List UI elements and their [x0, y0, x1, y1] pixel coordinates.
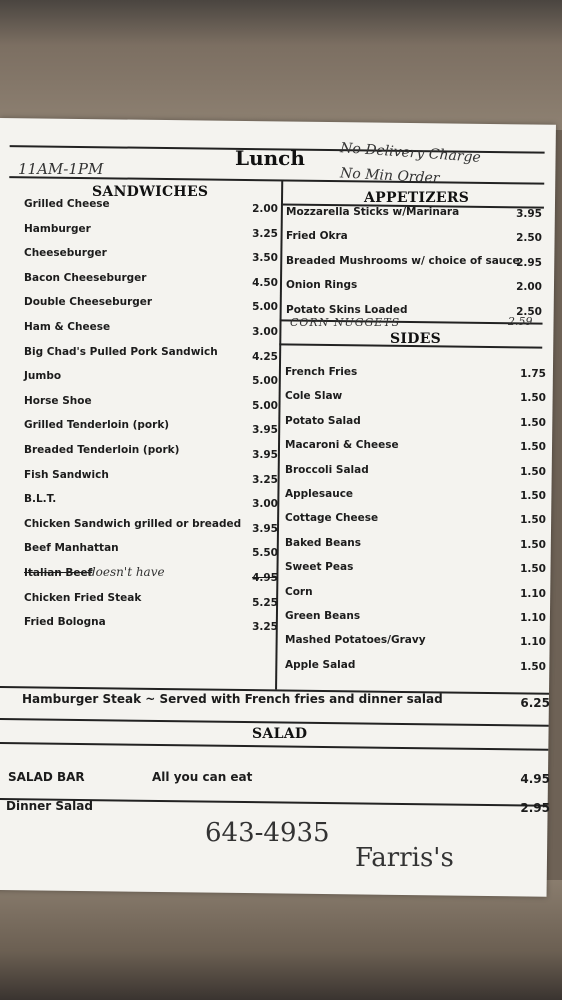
appetizers-item-name: Onion Rings	[286, 279, 358, 292]
table-surface-top	[0, 0, 562, 130]
special-item-price: 6.25	[520, 696, 550, 710]
sides-item-name: Applesauce	[285, 488, 354, 500]
salad-bar-name: SALAD BAR	[8, 770, 85, 784]
sandwiches-item-name: Grilled Tenderloin (pork)	[24, 419, 170, 432]
no-delivery-note: No Delivery Charge	[339, 140, 482, 166]
sandwiches-item-price: 3.95	[252, 449, 278, 461]
table-surface-bottom	[0, 880, 562, 1000]
appetizers-item-name: Fried Okra	[286, 230, 348, 243]
sandwiches-item-name: Bacon Cheeseburger	[24, 271, 147, 284]
sandwiches-item-price: 3.00	[252, 498, 278, 511]
sandwiches-item-price: 3.25	[252, 473, 278, 486]
hours-handwritten: 11AM-1PM	[18, 160, 104, 178]
sandwiches-item-handwritten-note: doesn't have	[88, 565, 165, 579]
appetizers-item-handwritten-note: CORN NUGGETS	[290, 315, 401, 329]
sandwiches-item-name: B.L.T.	[24, 493, 57, 506]
sides-heading: SIDES	[390, 331, 442, 347]
appetizers-item-name: Potato Skins Loaded	[286, 303, 408, 316]
sides-item-price: 1.50	[520, 660, 546, 673]
sides-item-price: 1.50	[520, 465, 546, 478]
sandwiches-item-name: Fried Bologna	[24, 616, 106, 629]
special-item-name: Hamburger Steak ~ Served with French fries and dinner salad	[22, 692, 443, 706]
sides-item-name: French Fries	[285, 366, 358, 378]
sandwiches-item-price: 4.25	[252, 350, 278, 363]
sandwiches-item-name: Ham & Cheese	[24, 321, 111, 333]
salad-bar-price: 4.95	[520, 772, 550, 786]
sandwiches-item-price: 3.95	[252, 522, 278, 535]
sandwiches-item-name: Big Chad's Pulled Pork Sandwich	[24, 345, 218, 358]
sandwiches-item-name: Chicken Sandwich grilled or breaded	[24, 517, 242, 530]
appetizers-item-price: 3.95	[516, 208, 542, 220]
sandwiches-item-name: Fish Sandwich	[24, 468, 109, 481]
sandwiches-item-price: 5.50	[252, 547, 278, 560]
sandwiches-item-name: Grilled Cheese	[24, 198, 110, 210]
dinner-salad-name: Dinner Salad	[6, 799, 93, 813]
sandwiches-item-price: 2.00	[252, 203, 278, 215]
sandwiches-item-price: 3.25	[252, 621, 278, 634]
sides-item-price: 1.50	[520, 514, 546, 527]
sandwiches-item-name: Italian Beef	[24, 567, 93, 579]
salad-heading: SALAD	[252, 726, 308, 742]
sandwiches-item-price: 5.00	[252, 375, 278, 388]
sides-item-price: 1.75	[520, 368, 546, 380]
appetizers-item-name: Breaded Mushrooms w/ choice of sauce	[286, 254, 520, 267]
sides-item-name: Baked Beans	[285, 536, 362, 549]
sides-item-name: Broccoli Salad	[285, 463, 369, 476]
sides-item-price: 1.10	[520, 587, 546, 600]
appetizers-heading: APPETIZERS	[364, 190, 470, 206]
sandwiches-item-price: 5.25	[252, 596, 278, 609]
sides-item-price: 1.50	[520, 416, 546, 429]
sandwiches-item-name: Chicken Fried Steak	[24, 591, 142, 604]
sandwiches-item-price: 3.00	[252, 326, 278, 338]
sandwiches-item-price: 5.00	[252, 399, 278, 412]
sandwiches-item-name: Horse Shoe	[24, 394, 92, 407]
sides-item-name: Corn	[285, 585, 313, 598]
appetizers-item-price: 2.95	[516, 256, 542, 269]
sandwiches-item-name: Hamburger	[24, 222, 91, 235]
salad-bar-desc: All you can eat	[152, 770, 253, 784]
sides-item-price: 1.50	[520, 441, 546, 454]
sides-item-name: Cottage Cheese	[285, 512, 379, 525]
sides-item-name: Macaroni & Cheese	[285, 439, 399, 452]
appetizers-item-name: Mozzarella Sticks w/Marinara	[286, 206, 460, 218]
menu-title: Lunch	[235, 146, 305, 170]
sides-item-name: Green Beans	[285, 610, 361, 622]
sides-item-name: Apple Salad	[285, 658, 356, 671]
appetizers-item-price: 2.00	[516, 281, 542, 294]
sandwiches-heading: SANDWICHES	[92, 184, 209, 200]
sandwiches-item-name: Beef Manhattan	[24, 542, 119, 555]
sides-item-name: Cole Slaw	[285, 390, 343, 403]
no-min-order-note: No Min Order	[339, 165, 440, 187]
sandwiches-item-price: 5.00	[252, 301, 278, 314]
appetizers-item-price: 2.50	[516, 305, 542, 318]
sides-item-price: 1.50	[520, 490, 546, 502]
sandwiches-item-price: 3.25	[252, 227, 278, 240]
sandwiches-item-name: Jumbo	[24, 370, 62, 383]
sandwiches-item-name: Double Cheeseburger	[24, 296, 153, 309]
sides-item-name: Mashed Potatoes/Gravy	[285, 634, 426, 647]
sides-item-price: 1.50	[520, 563, 546, 576]
appetizers-item-price: 2.50	[516, 232, 542, 245]
sides-item-price: 1.10	[520, 612, 546, 624]
sandwiches-item-price: 3.50	[252, 252, 278, 265]
sandwiches-item-price: 4.95	[252, 572, 278, 584]
sandwiches-item-price: 3.95	[252, 424, 278, 437]
sides-item-name: Sweet Peas	[285, 561, 354, 574]
dinner-salad-price: 2.95	[520, 801, 550, 815]
sides-item-name: Potato Salad	[285, 414, 361, 427]
sandwiches-item-name: Breaded Tenderloin (pork)	[24, 444, 180, 456]
sides-item-price: 1.50	[520, 538, 546, 551]
signature-handwritten: Farris's	[355, 843, 454, 873]
sandwiches-item-name: Cheeseburger	[24, 247, 107, 260]
sides-item-price: 1.10	[520, 636, 546, 649]
phone-handwritten: 643-4935	[205, 818, 330, 848]
sandwiches-item-price: 4.50	[252, 276, 278, 289]
sides-item-price: 1.50	[520, 392, 546, 405]
appetizers-item-handwritten-price: 2.59	[508, 314, 533, 328]
